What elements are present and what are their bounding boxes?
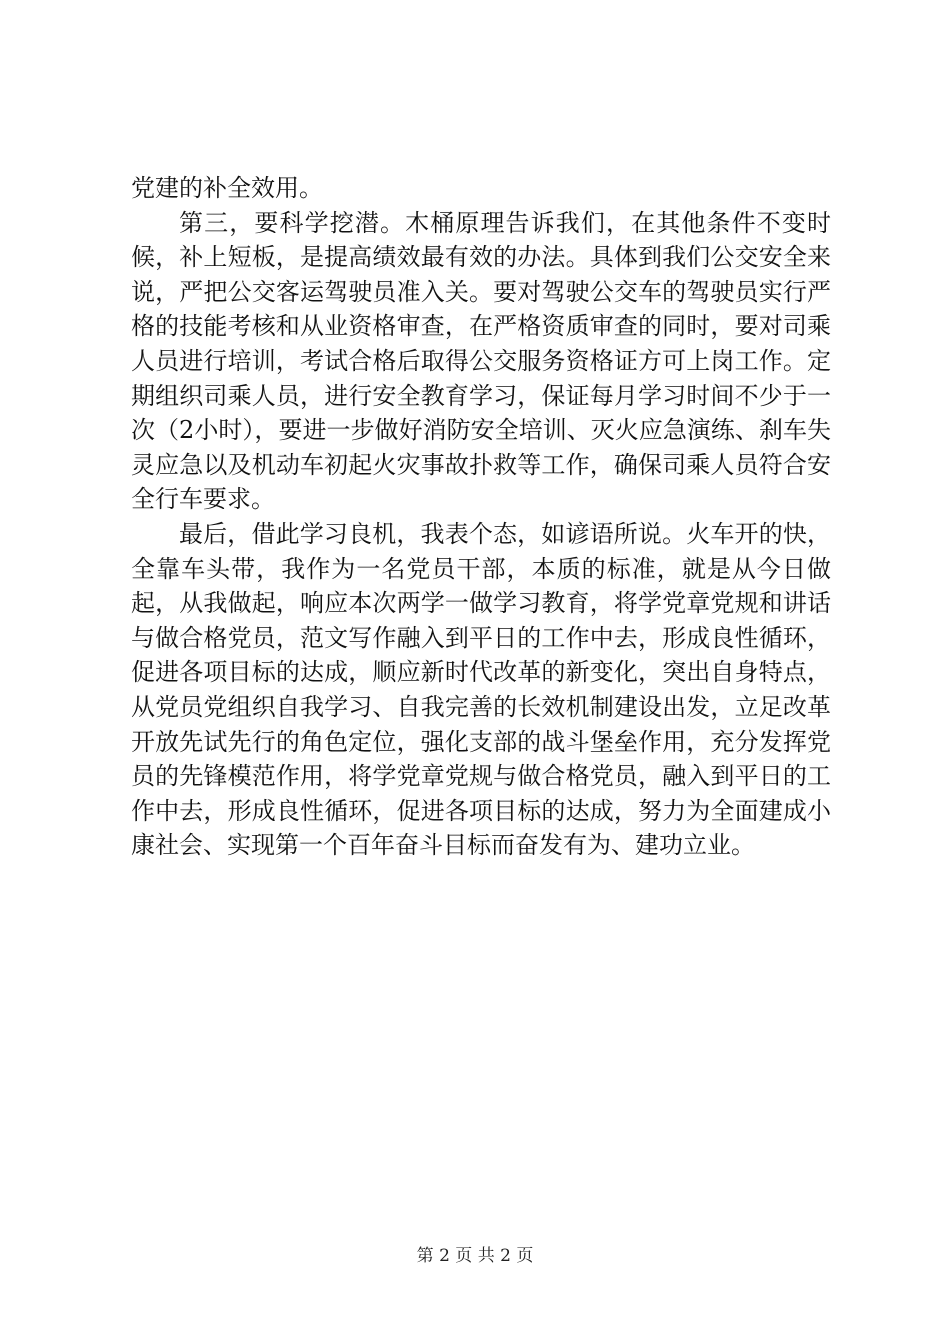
paragraph-third-point: 第三，要科学挖潜。木桶原理告诉我们，在其他条件不变时候，补上短板，是提高绩效最有效的办法。具体到我们公交安全来说，严把公交客运驾驶员准入关。要对驾驶公交车的驾驶员实行严格的技能考核和从业资格审查，在严格资质审查的同时，要对司乘人员进行培训，考试合格后取得公交服务资格证方可上岗工作。定期组织司乘人员，进行安全教育学习，保证每月学习时间不少于一次（2小时），要进一步做好消防安全培训、灭火应急演练、刹车失灵应急以及机动车初起火灾事故扑救等工作，确保司乘人员符合安全行车要求。 [131,208,831,514]
paragraph-conclusion: 最后，借此学习良机，我表个态，如谚语所说。火车开的快，全靠车头带，我作为一名党员干部，本质的标准，就是从今日做起，从我做起，响应本次两学一做学习教育，将学党章党规和讲话与做合格党员，范文写作融入到平日的工作中去，形成良性循环，促进各项目标的达成，顺应新时代改革的新变化，突出自身特点，从党员党组织自我学习、自我完善的长效机制建设出发，立足改革开放先试先行的角色定位，强化支部的战斗堡垒作用，充分发挥党员的先锋模范作用，将学党章党规与做合格党员，融入到平日的工作中去，形成良性循环，促进各项目标的达成，努力为全面建成小康社会、实现第一个百年奋斗目标而奋发有为、建功立业。 [131,519,831,860]
paragraph-continuation: 党建的补全效用。 [131,174,323,202]
page-number-footer: 第 2 页 共 2 页 [416,1246,534,1266]
document-body [131,171,831,863]
